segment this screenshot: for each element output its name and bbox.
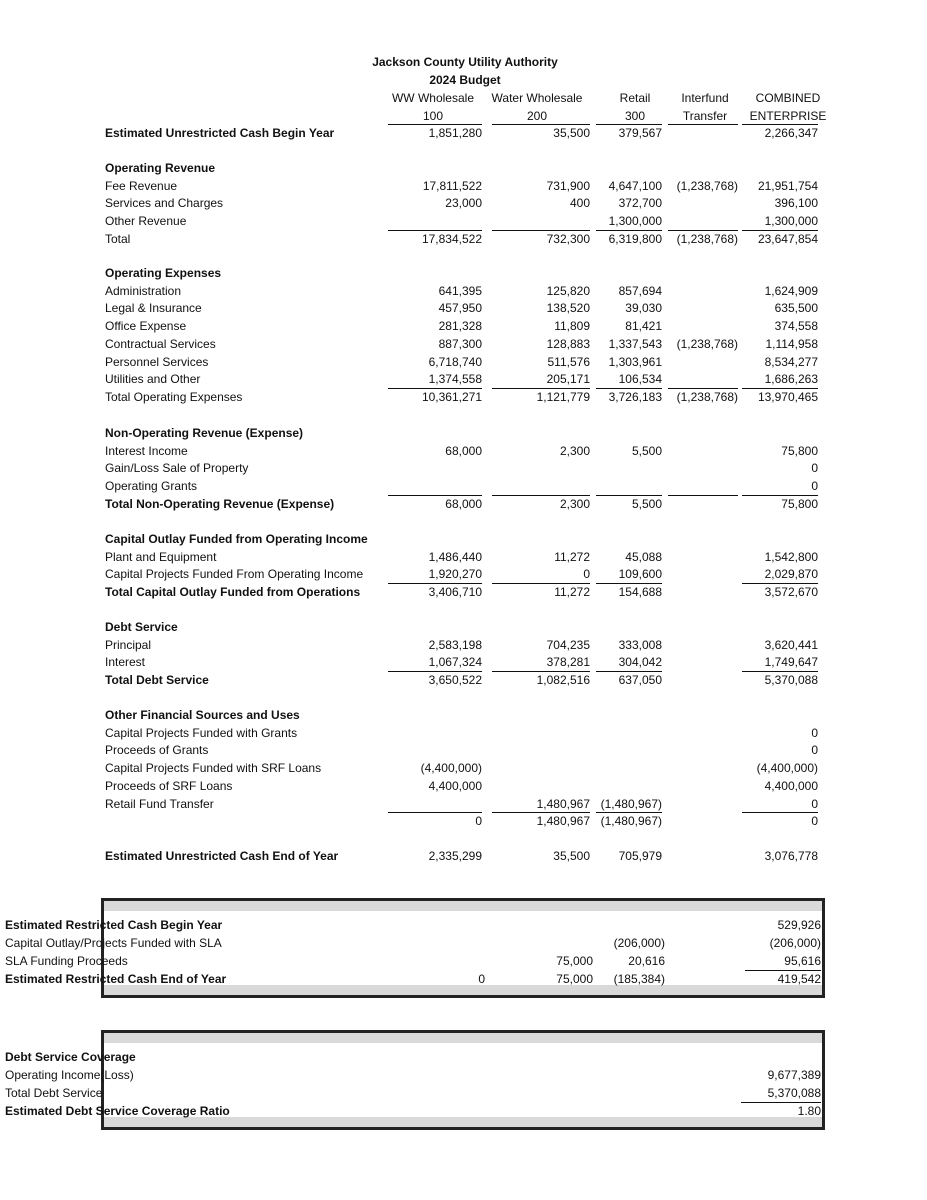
row-label: Estimated Unrestricted Cash End of Year bbox=[105, 849, 339, 863]
col-head-ww-code: 100 bbox=[422, 109, 444, 123]
row-value: 5,500 bbox=[631, 443, 662, 458]
row-value: 128,883 bbox=[546, 336, 590, 351]
row-value: 0 bbox=[583, 567, 590, 582]
row-value: 1,121,779 bbox=[536, 389, 590, 404]
org-title: Jackson County Utility Authority bbox=[372, 55, 558, 69]
row-value: 106,534 bbox=[618, 372, 662, 387]
row-label: Legal & Insurance bbox=[105, 301, 202, 316]
row-value: 857,694 bbox=[618, 283, 662, 298]
underline bbox=[492, 812, 590, 813]
table-row bbox=[0, 741, 927, 759]
row-value: 0 bbox=[478, 972, 485, 986]
table-row bbox=[0, 177, 927, 195]
table-row bbox=[0, 370, 927, 388]
table-row bbox=[0, 724, 927, 742]
table-row bbox=[0, 124, 927, 142]
section-title bbox=[0, 159, 927, 177]
row-value: 10,361,271 bbox=[421, 389, 482, 404]
row-value: (4,400,000) bbox=[420, 761, 482, 776]
row-value: 68,000 bbox=[445, 496, 482, 511]
underline bbox=[596, 812, 662, 813]
row-value: 0 bbox=[811, 461, 818, 476]
row-label: Principal bbox=[105, 637, 152, 652]
underline bbox=[388, 583, 482, 584]
section-title bbox=[0, 618, 927, 636]
row-value: 11,272 bbox=[554, 585, 590, 600]
row-label: Total Non-Operating Revenue (Expense) bbox=[105, 496, 335, 511]
underline bbox=[741, 1102, 821, 1103]
row-value: 396,100 bbox=[774, 196, 818, 211]
row-value: (1,238,768) bbox=[676, 231, 738, 246]
underline bbox=[668, 230, 738, 231]
table-row bbox=[0, 353, 927, 371]
underline bbox=[596, 495, 662, 496]
row-value: 419,542 bbox=[777, 972, 821, 986]
debt-coverage-box bbox=[5, 1030, 825, 1130]
row-value: 3,572,670 bbox=[764, 585, 818, 600]
col-head-water-code: 200 bbox=[526, 109, 548, 123]
table-row bbox=[0, 335, 927, 353]
underline bbox=[492, 230, 590, 231]
row-value: 109,600 bbox=[618, 567, 662, 582]
table-row bbox=[3, 952, 927, 970]
table-row bbox=[0, 459, 927, 477]
table-row bbox=[0, 777, 927, 795]
restricted-cash-box bbox=[5, 898, 825, 998]
row-value: 378,281 bbox=[546, 655, 590, 670]
section-title bbox=[0, 706, 927, 724]
row-value: 95,616 bbox=[784, 954, 821, 968]
table-row bbox=[3, 916, 927, 934]
row-label: Total Operating Expenses bbox=[105, 389, 243, 404]
row-value: 304,042 bbox=[618, 655, 662, 670]
section-title-text: Capital Outlay Funded from Operating Income bbox=[105, 532, 368, 546]
budget-title: 2024 Budget bbox=[429, 73, 501, 87]
row-value: 17,834,522 bbox=[421, 231, 482, 246]
row-value: 35,500 bbox=[553, 126, 590, 140]
table-row bbox=[0, 548, 927, 566]
row-value: 3,406,710 bbox=[428, 585, 482, 600]
table-row bbox=[0, 194, 927, 212]
row-value: (1,238,768) bbox=[676, 178, 738, 193]
row-value: 21,951,754 bbox=[757, 178, 818, 193]
row-value: 731,900 bbox=[546, 178, 590, 193]
row-value: 4,400,000 bbox=[428, 778, 482, 793]
underline bbox=[388, 230, 482, 231]
table-row bbox=[0, 477, 927, 495]
row-value: 374,558 bbox=[774, 319, 818, 334]
col-head-retail-code: 300 bbox=[624, 109, 646, 123]
table-row bbox=[3, 1066, 927, 1084]
row-value: 138,520 bbox=[546, 301, 590, 316]
table-row bbox=[0, 282, 927, 300]
row-value: 0 bbox=[811, 479, 818, 494]
row-value: 1,114,958 bbox=[765, 336, 818, 351]
row-value: 205,171 bbox=[546, 372, 590, 387]
row-value: 2,335,299 bbox=[428, 849, 482, 863]
row-value: 1,920,270 bbox=[428, 567, 482, 582]
row-label: Estimated Debt Service Coverage Ratio bbox=[5, 1104, 230, 1118]
table-row bbox=[0, 388, 927, 406]
row-value: 8,534,277 bbox=[764, 354, 818, 369]
underline bbox=[492, 583, 590, 584]
row-value: (1,480,967) bbox=[600, 796, 662, 811]
row-label: Capital Projects Funded with Grants bbox=[105, 725, 298, 740]
row-value: 2,029,870 bbox=[764, 567, 818, 582]
row-value: 641,395 bbox=[438, 283, 482, 298]
table-row bbox=[0, 653, 927, 671]
row-label: Utilities and Other bbox=[105, 372, 201, 387]
table-row bbox=[0, 812, 927, 830]
row-value: 6,718,740 bbox=[428, 354, 482, 369]
row-value: (1,480,967) bbox=[600, 814, 662, 829]
row-value: 75,800 bbox=[781, 443, 818, 458]
row-value: (206,000) bbox=[613, 936, 665, 950]
row-label: Estimated Unrestricted Cash Begin Year bbox=[105, 126, 335, 140]
underline bbox=[596, 230, 662, 231]
section-title-text: Operating Revenue bbox=[105, 161, 216, 175]
table-row bbox=[0, 565, 927, 583]
table-row bbox=[0, 230, 927, 248]
row-label: Fee Revenue bbox=[105, 178, 178, 193]
row-label: Total Capital Outlay Funded from Operations bbox=[105, 585, 361, 600]
row-value: 1,082,516 bbox=[536, 673, 590, 688]
underline bbox=[388, 671, 482, 672]
row-value: 2,583,198 bbox=[428, 637, 482, 652]
section-title-text: Other Financial Sources and Uses bbox=[105, 708, 300, 722]
row-value: 0 bbox=[811, 743, 818, 758]
row-value: 75,000 bbox=[556, 954, 593, 968]
row-label: Estimated Restricted Cash End of Year bbox=[5, 972, 227, 986]
table-row bbox=[0, 299, 927, 317]
row-label: Other Revenue bbox=[105, 214, 187, 229]
table-row bbox=[0, 795, 927, 813]
row-value: 9,677,389 bbox=[767, 1068, 821, 1082]
row-value: 154,688 bbox=[618, 585, 662, 600]
row-label: Proceeds of SRF Loans bbox=[105, 778, 233, 793]
row-label: Retail Fund Transfer bbox=[105, 796, 214, 811]
row-value: 11,272 bbox=[554, 549, 590, 564]
row-label: Operating Income(Loss) bbox=[5, 1068, 134, 1082]
row-value: 0 bbox=[475, 814, 482, 829]
row-value: (206,000) bbox=[769, 936, 821, 950]
row-value: 1,300,000 bbox=[764, 214, 818, 229]
row-value: 68,000 bbox=[445, 443, 482, 458]
row-label: Proceeds of Grants bbox=[105, 743, 209, 758]
row-value: 11,809 bbox=[554, 319, 590, 334]
table-row bbox=[3, 1048, 927, 1066]
row-value: 13,970,465 bbox=[757, 389, 818, 404]
row-value: 75,800 bbox=[781, 496, 818, 511]
row-label: Administration bbox=[105, 283, 182, 298]
row-value: (185,384) bbox=[613, 972, 665, 986]
row-value: 457,950 bbox=[438, 301, 482, 316]
section-title bbox=[0, 264, 927, 282]
underline bbox=[742, 495, 818, 496]
row-label: Contractual Services bbox=[105, 336, 216, 351]
table-row bbox=[0, 442, 927, 460]
row-value: 5,370,088 bbox=[767, 1086, 821, 1100]
row-value: 1,303,961 bbox=[608, 354, 662, 369]
row-value: 0 bbox=[811, 814, 818, 829]
row-value: 1,542,800 bbox=[764, 549, 818, 564]
section-title bbox=[0, 530, 927, 548]
underline bbox=[742, 671, 818, 672]
row-value: 1,749,647 bbox=[764, 655, 818, 670]
row-value: 281,328 bbox=[438, 319, 482, 334]
col-head-retail-name: Retail bbox=[619, 91, 651, 105]
row-label: Personnel Services bbox=[105, 354, 209, 369]
row-label: Interest bbox=[105, 655, 146, 670]
row-value: 705,979 bbox=[618, 849, 662, 863]
row-value: (1,238,768) bbox=[676, 336, 738, 351]
row-value: 1,624,909 bbox=[764, 283, 818, 298]
underline bbox=[745, 970, 821, 971]
underline bbox=[742, 583, 818, 584]
row-value: 2,300 bbox=[559, 496, 590, 511]
row-value: 333,008 bbox=[618, 637, 662, 652]
underline bbox=[596, 388, 662, 389]
row-label: Capital Outlay/Projects Funded with SLA bbox=[5, 936, 222, 950]
underline bbox=[492, 495, 590, 496]
row-value: 3,620,441 bbox=[764, 637, 818, 652]
row-label: Gain/Loss Sale of Property bbox=[105, 461, 249, 476]
row-value: 400 bbox=[569, 196, 590, 211]
row-value: 23,647,854 bbox=[757, 231, 818, 246]
row-label: Debt Service Coverage bbox=[5, 1050, 136, 1064]
underline bbox=[668, 495, 738, 496]
table-row bbox=[0, 212, 927, 230]
table-row bbox=[3, 934, 927, 952]
section-title-text: Operating Expenses bbox=[105, 266, 222, 280]
row-value: 511,576 bbox=[547, 354, 590, 369]
row-label: Interest Income bbox=[105, 443, 188, 458]
row-value: 20,616 bbox=[628, 954, 665, 968]
row-value: 3,076,778 bbox=[764, 849, 818, 863]
table-row bbox=[3, 970, 927, 988]
row-value: 35,500 bbox=[553, 849, 590, 863]
table-row bbox=[0, 671, 927, 689]
row-value: 6,319,800 bbox=[608, 231, 662, 246]
table-row bbox=[0, 495, 927, 513]
col-head-interfund-code: Transfer bbox=[682, 109, 728, 123]
underline bbox=[668, 388, 738, 389]
row-value: 704,235 bbox=[546, 637, 590, 652]
col-head-combined-code: ENTERPRISE bbox=[749, 109, 827, 123]
row-value: 635,500 bbox=[774, 301, 818, 316]
table-row bbox=[0, 759, 927, 777]
row-label: Office Expense bbox=[105, 319, 187, 334]
underline bbox=[596, 671, 662, 672]
row-value: 887,300 bbox=[438, 336, 482, 351]
col-head-ww-name: WW Wholesale bbox=[391, 91, 474, 105]
underline bbox=[388, 388, 482, 389]
underline bbox=[742, 230, 818, 231]
section-title bbox=[0, 424, 927, 442]
row-value: (1,238,768) bbox=[676, 389, 738, 404]
row-value: 3,726,183 bbox=[608, 389, 662, 404]
row-label: Capital Projects Funded From Operating Income bbox=[105, 567, 364, 582]
row-label: Plant and Equipment bbox=[105, 549, 217, 564]
row-value: 17,811,522 bbox=[422, 178, 482, 193]
row-value: 1,300,000 bbox=[608, 214, 662, 229]
row-value: 637,050 bbox=[618, 673, 662, 688]
row-value: 45,088 bbox=[625, 549, 662, 564]
table-row bbox=[3, 1084, 927, 1102]
row-value: 75,000 bbox=[556, 972, 593, 986]
underline bbox=[596, 583, 662, 584]
row-label: Total bbox=[105, 231, 131, 246]
row-label: Estimated Restricted Cash Begin Year bbox=[5, 918, 223, 932]
row-label: Total Debt Service bbox=[5, 1086, 103, 1100]
row-label: Capital Projects Funded with SRF Loans bbox=[105, 761, 322, 776]
underline bbox=[742, 812, 818, 813]
underline bbox=[492, 671, 590, 672]
underline bbox=[742, 388, 818, 389]
col-head-combined-name: COMBINED bbox=[755, 91, 821, 105]
underline bbox=[388, 495, 482, 496]
row-value: 732,300 bbox=[546, 231, 590, 246]
row-value: 1,480,967 bbox=[536, 796, 590, 811]
row-value: 0 bbox=[811, 725, 818, 740]
row-value: 2,266,347 bbox=[764, 126, 818, 140]
row-value: 81,421 bbox=[625, 319, 662, 334]
row-label: Operating Grants bbox=[105, 479, 198, 494]
row-value: 5,370,088 bbox=[764, 673, 818, 688]
row-value: 1,480,967 bbox=[536, 814, 590, 829]
section-title-text: Debt Service bbox=[105, 620, 178, 634]
row-value: 1,067,324 bbox=[428, 655, 482, 670]
row-value: 4,647,100 bbox=[608, 178, 662, 193]
row-label: Services and Charges bbox=[105, 196, 224, 211]
row-value: 1,374,558 bbox=[428, 372, 482, 387]
row-value: 1,851,280 bbox=[428, 126, 482, 140]
row-label: SLA Funding Proceeds bbox=[5, 954, 128, 968]
table-row bbox=[0, 636, 927, 654]
row-value: 23,000 bbox=[445, 196, 482, 211]
row-value: 5,500 bbox=[631, 496, 662, 511]
row-value: 529,926 bbox=[777, 918, 821, 932]
underline bbox=[388, 812, 482, 813]
row-value: 39,030 bbox=[625, 301, 662, 316]
row-value: 379,567 bbox=[618, 126, 662, 140]
row-value: (4,400,000) bbox=[756, 761, 818, 776]
table-row bbox=[0, 847, 927, 865]
row-value: 1,686,263 bbox=[764, 372, 818, 387]
row-value: 125,820 bbox=[546, 283, 590, 298]
col-head-water-name: Water Wholesale bbox=[491, 91, 583, 105]
table-row bbox=[3, 1102, 927, 1120]
col-head-interfund-name: Interfund bbox=[681, 91, 729, 105]
row-value: 2,300 bbox=[559, 443, 590, 458]
row-value: 4,400,000 bbox=[764, 778, 818, 793]
section-title-text: Non-Operating Revenue (Expense) bbox=[105, 426, 304, 440]
table-row bbox=[0, 583, 927, 601]
row-value: 3,650,522 bbox=[428, 673, 482, 688]
row-value: 1.80 bbox=[797, 1104, 821, 1118]
row-value: 0 bbox=[811, 796, 818, 811]
row-value: 1,337,543 bbox=[608, 336, 662, 351]
underline bbox=[492, 388, 590, 389]
row-label: Total Debt Service bbox=[105, 673, 209, 688]
row-value: 1,486,440 bbox=[428, 549, 482, 564]
table-row bbox=[0, 317, 927, 335]
row-value: 372,700 bbox=[618, 196, 662, 211]
